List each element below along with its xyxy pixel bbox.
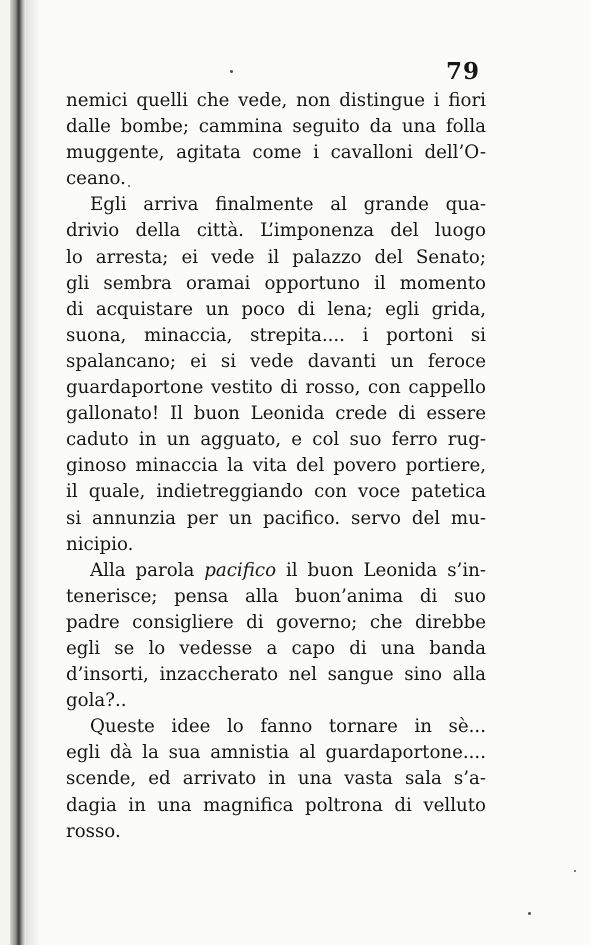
text-line: ceano. [66,168,126,190]
text-line: muggente, agitata come i cavalloni dell’O- [66,142,486,164]
text-line: tenerisce; pensa alla buon’anima di suo [66,585,486,607]
text-line: si annunzia per un pacifico. servo del mu- [66,507,486,529]
text-line: caduto in un agguato, e col suo ferro rug- [66,429,486,451]
text-line: guardaportone vestito di rosso, con cappello [66,377,486,399]
book-binding-edge [10,0,26,945]
text-line: nemici quelli che vede, non distingue i fiori [66,90,486,111]
text-line: dalle bombe; cammina seguito da una folla [66,116,486,138]
text-line: gola?.. [66,690,127,712]
text-line: gallonato! Il buon Leonida crede di essere [66,403,486,425]
print-speck [230,70,233,73]
text-line: il quale, indietreggiando con voce patetica [66,481,486,503]
print-speck [528,912,531,915]
text-line [66,558,486,584]
text-line: lo arresta; ei vede il palazzo del Senato; [66,246,486,268]
text-line: spalancano; ei si vede davanti un feroce [66,350,486,372]
page-number: 79 [446,58,481,85]
text-line: Queste idee lo fanno tornare in sè... [90,716,486,738]
text-line: suona, minaccia, strepita.... i portoni si [66,324,486,346]
binding-shadow [26,0,40,945]
text-line: egli se lo vedesse a capo di una banda [66,637,486,659]
text-line: drivio della città. L’imponenza del luogo [66,220,486,242]
text-run: Alla parola [90,559,205,581]
left-margin [0,0,10,945]
text-line: nicipio. [66,533,134,555]
text-line: Egli arriva finalmente al grande qua- [90,194,486,216]
text-line: egli dà la sua amnistia al guardaportone.... [66,742,486,764]
print-speck [128,185,130,187]
text-line: padre consigliere di governo; che direbbe [66,611,486,633]
text-line: rosso. [66,820,121,842]
text-line: dagia in una magnifica poltrona di velluto [66,794,486,816]
body-text [66,88,486,845]
text-line: gli sembra oramai opportuno il momento [66,272,486,294]
print-speck [574,870,576,872]
text-line: ginoso minaccia la vita del povero portiere, [66,455,486,477]
text-line: d’insorti, inzaccherato nel sangue sino alla [66,664,486,686]
italic-word: pacifico [204,559,277,581]
text-run: il buon Leonida s’in- [276,559,486,581]
text-line: di acquistare un poco di lena; egli grida, [66,298,486,320]
text-line: scende, ed arrivato in una vasta sala s’a- [66,768,486,790]
